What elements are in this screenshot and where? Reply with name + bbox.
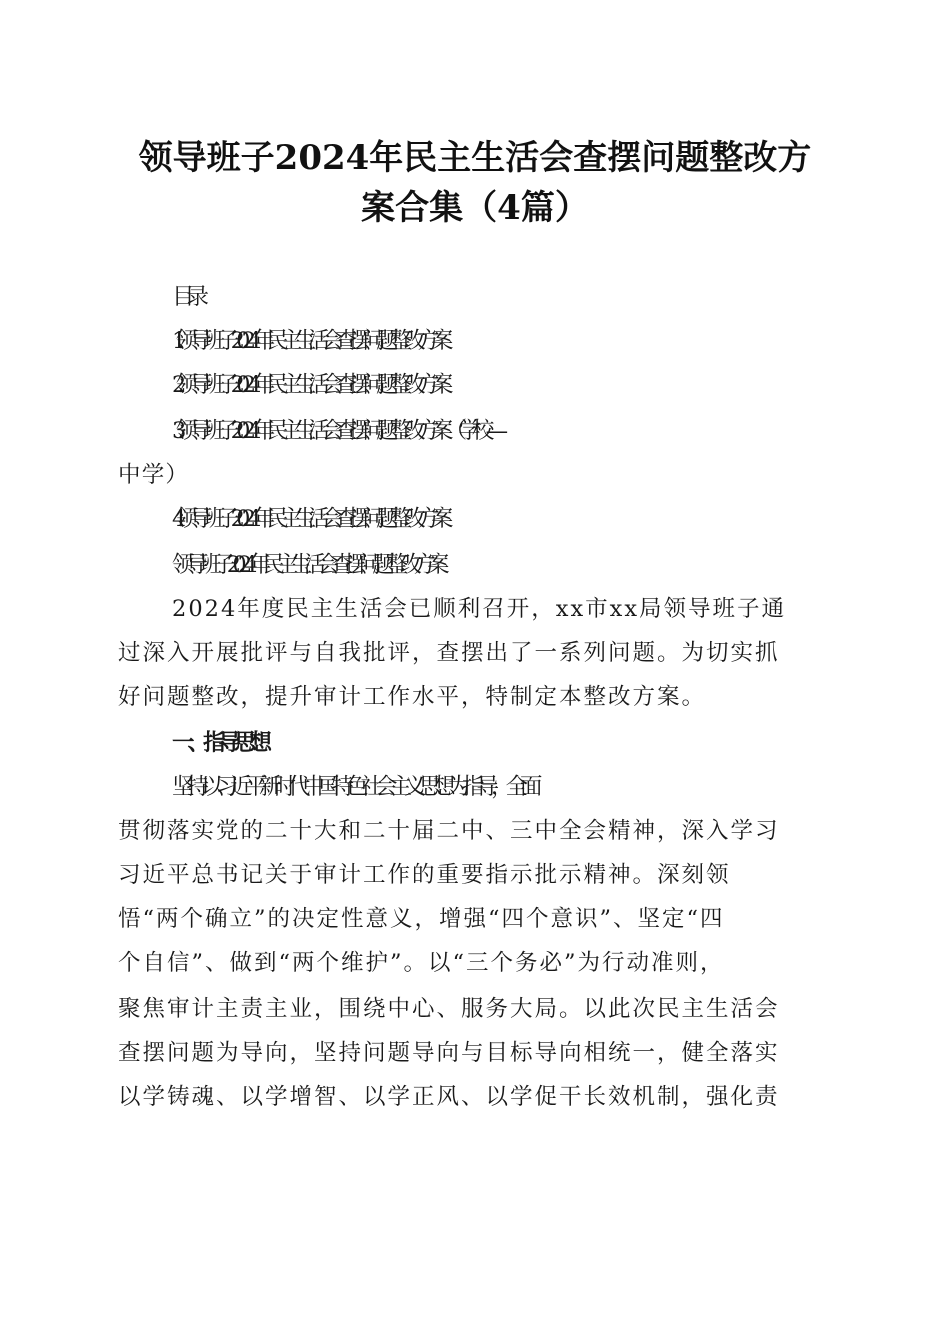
section-subtitle: 领导班子2024年民主生活会查摆问题整改方案 (172, 552, 441, 578)
section-1-line-8: 以学铸魂、以学增智、以学正风、以学促干长效机制，强化责 (118, 1084, 780, 1110)
toc-item-4: 4.领导班子2024年民主生活会查摆问题整改方案 (172, 506, 445, 532)
toc-heading: 目录 (172, 284, 202, 310)
section-1-line-6: 聚焦审计主责主业，围绕中心、服务大局。以此次民主生活会 (118, 996, 780, 1022)
document-title-line-1: 领导班子2024年民主生活会查摆问题整改方 (138, 138, 812, 178)
section-1-heading: 一、指导思想 (172, 730, 266, 756)
toc-item-2: 2.领导班子2024年民主生活会查摆问题整改方案 (172, 372, 445, 398)
intro-line-2: 过深入开展批评与自我批评，查摆出了一系列问题。为切实抓 (118, 640, 780, 666)
toc-item-1: 1.领导班子2024年民主生活会查摆问题整改方案 (172, 328, 445, 354)
document-title-line-2: 案合集（4篇） (361, 188, 589, 228)
toc-item-3-line-1: 3.领导班子2024年民主生活会查摆问题整改方案（学校— (172, 418, 500, 444)
section-1-line-5: 个自信”、做到“两个维护”。以“三个务必”为行动准则， (118, 950, 725, 976)
intro-line-1: 2024年度民主生活会已顺利召开，xx市xx局领导班子通 (172, 596, 787, 622)
section-1-line-1: 坚持以习近平新时代中国特色社会主义思想为指导，全面 (172, 774, 535, 800)
section-1-line-3: 习近平总书记关于审计工作的重要指示批示精神。深刻领 (118, 862, 731, 888)
section-1-line-7: 查摆问题为导向，坚持问题导向与目标导向相统一，健全落实 (118, 1040, 780, 1066)
toc-item-3-line-2: 中学） (118, 462, 190, 488)
section-1-line-2: 贯彻落实党的二十大和二十届二中、三中全会精神，深入学习 (118, 818, 780, 844)
section-1-line-4: 悟“两个确立”的决定性意义，增强“四个意识”、坚定“四 (118, 906, 725, 932)
intro-line-3: 好问题整改，提升审计工作水平，特制定本整改方案。 (118, 684, 707, 710)
